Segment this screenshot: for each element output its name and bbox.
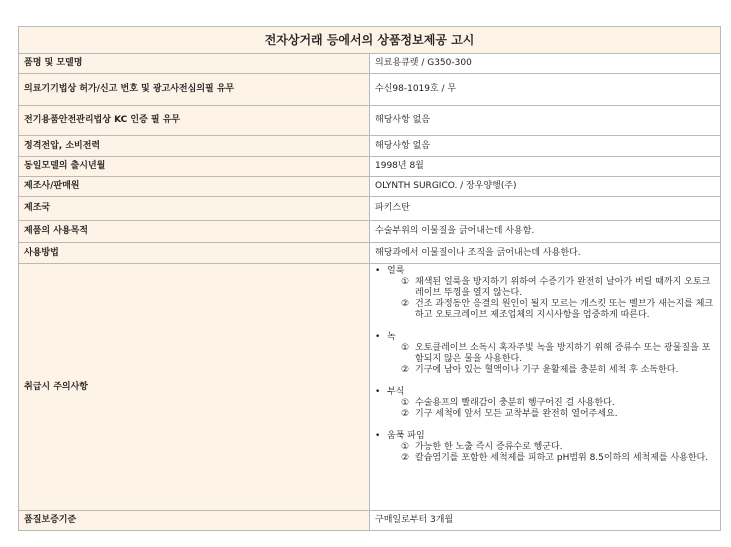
item-text: 오토클레이브 소독시 혹자주빛 녹을 방지하기 위해 증류수 또는 광물질을 포함되지 않은 물을 사용한다. [415, 343, 711, 364]
caution-section [375, 266, 715, 277]
item-text: 칼슘염기를 포함한 세척제를 피하고 pH범위 8.5이하의 세척제를 사용한다. [415, 453, 709, 463]
caution-item [375, 299, 715, 321]
title-row [19, 27, 721, 54]
section-title: 부식 [387, 387, 405, 397]
section-title: 움푹 파임 [387, 431, 425, 441]
row-label: 제조국 [19, 197, 370, 221]
item-text: 가능한 한 노출 즉시 증류수로 헹군다. [415, 442, 563, 452]
item-text: 건조 과정동안 응결의 원인이 될지 모르는 개스킷 또는 벨브가 새는지를 체크하고 오토크레이브 제조업체의 지시사항을 엄중하게 따른다. [415, 299, 714, 320]
spacer [375, 321, 715, 332]
caution-item [375, 277, 715, 299]
table-row [19, 511, 721, 531]
item-number: ① [401, 398, 410, 408]
row-value: 해당사항 없음 [370, 136, 721, 157]
row-label: 제품의 사용목적 [19, 221, 370, 243]
section-title: 녹 [387, 332, 396, 342]
caution-item [375, 343, 715, 365]
row-value: 해당과에서 이물질이나 조직을 긁어내는데 사용한다. [370, 243, 721, 264]
bullet-icon: • [375, 266, 381, 276]
caution-content [370, 264, 721, 511]
table-row [19, 197, 721, 221]
row-label: 동일모델의 출시년월 [19, 157, 370, 177]
row-value: 수술부위의 이물질을 긁어내는데 사용함. [370, 221, 721, 243]
warranty-label: 품질보증기준 [19, 511, 370, 531]
caution-item [375, 442, 715, 453]
product-info-notice [18, 26, 721, 531]
row-label: 사용방법 [19, 243, 370, 264]
row-label: 정격전압, 소비전력 [19, 136, 370, 157]
row-value: OLYNTH SURGICO. / 장우양행(주) [370, 177, 721, 197]
row-label: 의료기기법상 허가/신고 번호 및 광고사전심의필 유무 [19, 74, 370, 106]
item-number: ① [401, 277, 410, 287]
spacer [375, 420, 715, 431]
section-title: 얼룩 [387, 266, 405, 276]
caution-item [375, 398, 715, 409]
table-row [19, 177, 721, 197]
item-number: ② [401, 299, 410, 309]
warranty-value: 구매일로부터 3개월 [370, 511, 721, 531]
item-text: 수술용프의 빨래감이 충분히 헹구어진 걸 사용한다. [415, 398, 615, 408]
item-number: ① [401, 343, 410, 353]
row-value: 파키스탄 [370, 197, 721, 221]
table-title: 전자상거래 등에서의 상품정보제공 고시 [19, 27, 721, 54]
table-row [19, 243, 721, 264]
table-row [19, 157, 721, 177]
row-value: 1998년 8월 [370, 157, 721, 177]
caution-item [375, 453, 715, 464]
caution-section [375, 332, 715, 343]
product-info-table [18, 26, 721, 531]
row-value: 해당사항 없음 [370, 106, 721, 136]
item-text: 기구에 남아 있는 혈액이나 기구 윤활제를 충분히 세척 후 소독한다. [415, 365, 679, 375]
caution-item [375, 365, 715, 376]
row-value: 의료용큐렛 / G350-300 [370, 54, 721, 74]
item-number: ② [401, 365, 410, 375]
bullet-icon: • [375, 431, 381, 441]
table-row [19, 221, 721, 243]
spacer [375, 376, 715, 387]
caution-item [375, 409, 715, 420]
bullet-icon: • [375, 387, 381, 397]
row-label: 제조사/판매원 [19, 177, 370, 197]
item-number: ② [401, 409, 410, 419]
table-row-caution [19, 264, 721, 511]
item-number: ② [401, 453, 410, 463]
item-text: 채색된 얼룩을 방지하기 위하여 수증기가 완전히 날아가 버릴 때까지 오토크레이브 뚜껑을 열지 않는다. [415, 277, 711, 298]
table-row [19, 54, 721, 74]
table-row [19, 74, 721, 106]
row-label: 전기용품안전관리법상 KC 인증 필 유무 [19, 106, 370, 136]
item-text: 기구 세척에 앞서 모든 교착부를 완전히 열어주세요. [415, 409, 618, 419]
row-value: 수신98-1019호 / 무 [370, 74, 721, 106]
caution-label: 취급시 주의사항 [19, 264, 370, 511]
table-row [19, 106, 721, 136]
table-row [19, 136, 721, 157]
row-label: 품명 및 모델명 [19, 54, 370, 74]
item-number: ① [401, 442, 410, 452]
caution-section [375, 431, 715, 442]
caution-section [375, 387, 715, 398]
bullet-icon: • [375, 332, 381, 342]
